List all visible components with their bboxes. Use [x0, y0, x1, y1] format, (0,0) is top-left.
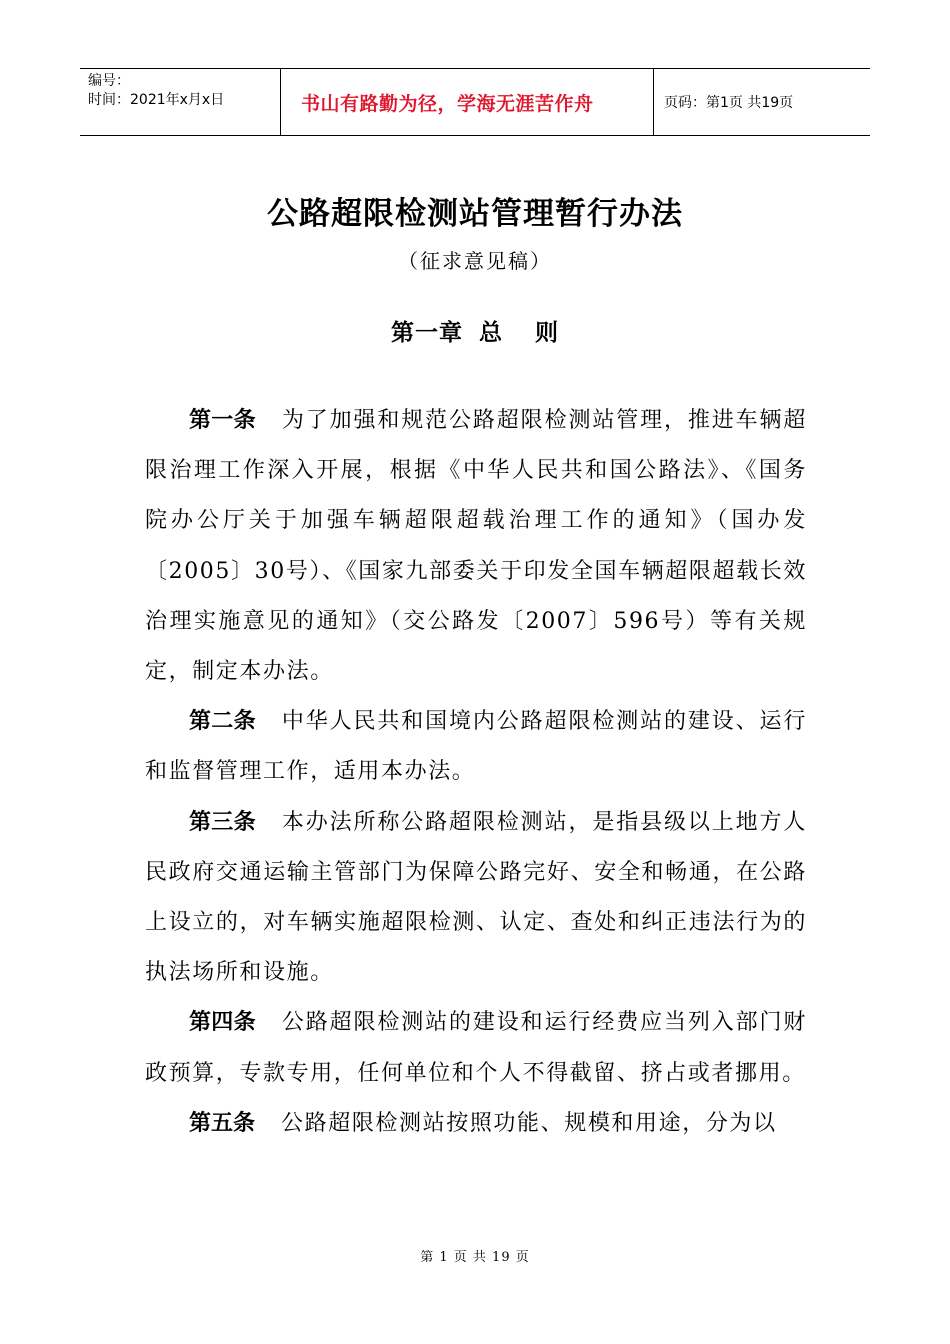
date-label: 时间：2021年x月x日 — [88, 92, 225, 108]
chapter-heading — [0, 314, 950, 347]
article-2 — [145, 697, 807, 797]
article-5 — [145, 1099, 807, 1149]
document-subtitle: （征求意见稿） — [398, 249, 552, 273]
article-text: 中华人民共和国境内公路超限检测站的建设、运行和监督管理工作，适用本办法。 — [145, 709, 807, 785]
header-motto: 书山有路勤为径，学海无涯苦作舟 — [281, 69, 654, 135]
serial-number-label: 编号： — [88, 73, 130, 89]
article-label: 第一条 — [189, 408, 256, 433]
article-text: 公路超限检测站按照功能、规模和用途，分为以 — [281, 1110, 777, 1136]
chapter-name-part1: 总 — [479, 320, 503, 346]
header-page-info: 页码：第1页 共19页 — [664, 95, 794, 111]
article-label: 第三条 — [189, 809, 256, 835]
chapter-name-part2: 则 — [535, 320, 559, 346]
article-3 — [145, 798, 807, 999]
article-label: 第五条 — [189, 1110, 256, 1136]
document-header — [80, 68, 870, 136]
page-footer: 第 1 页 共 19 页 — [420, 1250, 530, 1265]
article-1 — [145, 396, 807, 697]
document-body — [145, 396, 807, 1149]
article-4 — [145, 998, 807, 1098]
document-title: 公路超限检测站管理暂行办法 — [267, 196, 683, 232]
article-label: 第四条 — [189, 1010, 256, 1036]
chapter-number: 第一章 — [391, 320, 463, 346]
article-label: 第二条 — [189, 709, 256, 735]
article-text: 公路超限检测站的建设和运行经费应当列入部门财政预算，专款专用，任何单位和个人不得截留、挤占或者挪用。 — [145, 1010, 807, 1086]
header-meta-cell — [80, 69, 281, 135]
article-text: 本办法所称公路超限检测站，是指县级以上地方人民政府交通运输主管部门为保障公路完好、安全和畅通，在公路上设立的，对车辆实施超限检测、认定、查处和纠正违法行为的执法场所和设施。 — [145, 809, 807, 986]
article-text: 为了加强和规范公路超限检测站管理，推进车辆超限治理工作深入开展，根据《中华人民共和国公路法》、《国务院办公厅关于加强车辆超限超载治理工作的通知》（国办发〔2005〕30号）、《国家九部委关于印发全国车辆超限超载长效治理实施意见的通知》（交公路发〔2007〕596号）等有关规定，制定本办法。 — [145, 408, 807, 685]
